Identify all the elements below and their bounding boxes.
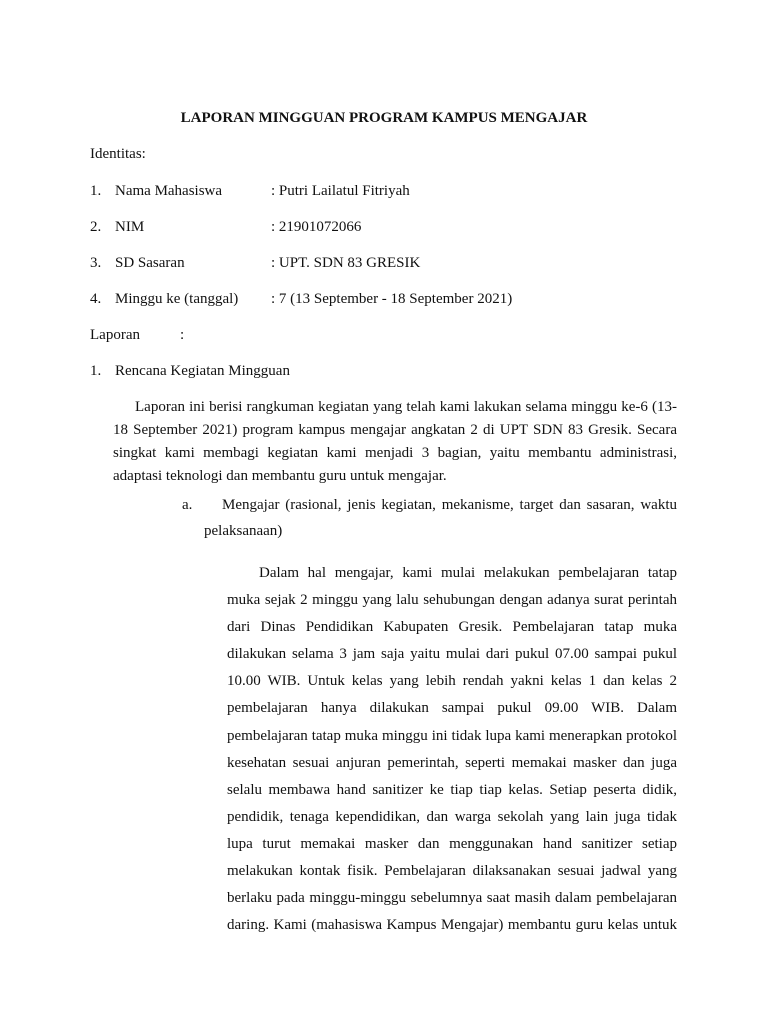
section-heading: Rencana Kegiatan Mingguan: [115, 363, 290, 379]
paragraph-line: 10.00 WIB. Untuk kelas yang lebih rendah yakni kelas 1 dan kelas 2: [227, 673, 677, 690]
paragraph-line: berlaku pada minggu-minggu sebelumnya saat masih dalam pembelajaran: [227, 890, 677, 907]
paragraph-line: daring. Kami (mahasiswa Kampus Mengajar) membantu guru kelas untuk: [227, 917, 677, 934]
identitas-label-minggu: Minggu ke (tanggal): [115, 291, 239, 307]
intro-line: singkat kami membagi kegiatan kami menjadi 3 bagian, yaitu membantu administrasi,: [113, 445, 677, 461]
subsection-heading-line: Mengajar (rasional, jenis kegiatan, mekanisme, target dan sasaran, waktu: [222, 497, 677, 513]
identitas-value-minggu: : 7 (13 September - 18 September 2021): [271, 291, 513, 307]
intro-paragraph: [113, 396, 677, 488]
identitas-value-nim: : 21901072066: [271, 219, 362, 235]
paragraph-line: dari Dinas Pendidikan Kabupaten Gresik. Pembelajaran tatap muka: [227, 619, 677, 636]
section-number: 1.: [90, 363, 102, 379]
identitas-number: 4.: [90, 291, 102, 307]
identitas-value-nama: : Putri Lailatul Fitriyah: [271, 183, 410, 199]
paragraph-line: muka sejak 2 minggu yang lalu sehubungan dengan adanya surat perintah: [227, 592, 677, 609]
intro-line: Laporan ini berisi rangkuman kegiatan yang telah kami lakukan selama minggu ke-6 (13-: [135, 399, 677, 415]
identitas-label-nama: Nama Mahasiswa: [115, 183, 223, 199]
paragraph-line: selalu membawa hand sanitizer ke tiap tiap kelas. Setiap peserta didik,: [227, 781, 677, 798]
identitas-number: 2.: [90, 219, 102, 235]
subsection-heading: [222, 496, 677, 514]
paragraph-line: pembelajaran tatap muka minggu ini tidak lupa kami menerapkan protokol: [227, 727, 677, 744]
report-title: LAPORAN MINGGUAN PROGRAM KAMPUS MENGAJAR: [180, 110, 588, 126]
paragraph-line: melakukan kontak fisik. Pembelajaran dilaksanakan sesuai jadwal yang: [227, 863, 677, 880]
paragraph-line: pendidik, tenaga kependidikan, dan warga sekolah yang lain juga tidak: [227, 808, 677, 825]
identitas-number: 3.: [90, 255, 102, 271]
main-paragraph: [227, 560, 677, 939]
intro-line: adaptasi teknologi dan membantu guru untuk mengajar.: [113, 468, 447, 484]
paragraph-line: kesehatan sesuai anjuran pemerintah, seperti memakai masker dan juga: [227, 754, 677, 771]
subsection-heading-line: pelaksanaan): [204, 523, 283, 539]
identitas-label-nim: NIM: [115, 219, 145, 235]
laporan-colon: :: [180, 327, 185, 343]
identitas-value-sd: : UPT. SDN 83 GRESIK: [271, 255, 421, 271]
identitas-label: Identitas:: [90, 146, 146, 162]
paragraph-line: lupa turut memakai masker dan menggunakan hand sanitizer setiap: [227, 835, 677, 852]
identitas-label-sd: SD Sasaran: [115, 255, 185, 271]
intro-line: 18 September 2021) program kampus mengajar angkatan 2 di UPT SDN 83 Gresik. Secara: [113, 422, 677, 438]
subsection-letter: a.: [182, 497, 193, 513]
identitas-number: 1.: [90, 183, 102, 199]
paragraph-line: pembelajaran hanya dilakukan sampai pukul 09.00 WIB. Dalam: [227, 700, 677, 717]
laporan-label: Laporan: [90, 327, 140, 343]
paragraph-line: Dalam hal mengajar, kami mulai melakukan pembelajaran tatap: [259, 565, 677, 581]
paragraph-line: dilakukan selama 3 jam saja yaitu mulai dari pukul 07.00 sampai pukul: [227, 646, 677, 663]
